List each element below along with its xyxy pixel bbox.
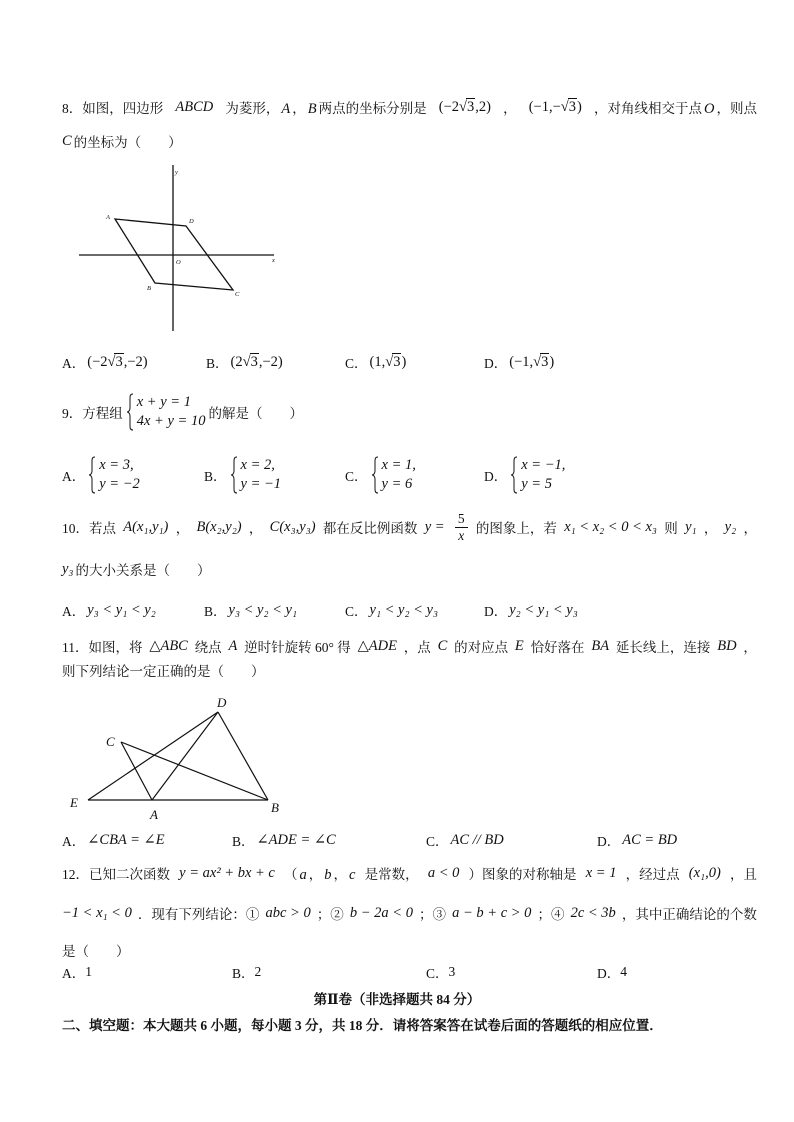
q9-option-d [484, 453, 568, 497]
q12-options [0, 962, 794, 982]
x-axis-label: x [272, 257, 275, 264]
q10-fraction [455, 511, 468, 544]
q10-y3: y₃ [62, 560, 74, 577]
q12-option-c [426, 962, 455, 982]
option-coordinates [509, 354, 554, 371]
q12-text: ；② [316, 907, 344, 922]
q8-text: ，对角线相交于点 [593, 100, 702, 116]
option-coordinates [370, 354, 407, 371]
q12-quadratic: y = ax² + bx + c [179, 864, 275, 881]
option-value: 2 [254, 964, 262, 979]
q8-math-a: A [281, 100, 291, 117]
q12-point-x1: (x₁,0) [688, 864, 721, 881]
q8-math-o: O [703, 100, 715, 117]
coord-prefix: (−1,√ [509, 353, 542, 370]
q10-option-a [62, 600, 158, 620]
q8-option-d [484, 352, 556, 372]
option-coordinates [87, 354, 147, 371]
q12-text: 是常数， [364, 867, 419, 882]
q11-text: 则下列结论一定正确的是（ ） [62, 664, 265, 679]
q12-coef-c: c [349, 866, 356, 883]
origin-label-o: O [176, 259, 181, 266]
q10-options [0, 600, 794, 620]
q9-option-a [62, 453, 143, 497]
q9-text: 9．方程组 [62, 406, 123, 421]
q12-text: 12．已知二次函数 [62, 867, 170, 882]
q10-y1: y₁ [685, 518, 697, 535]
q10-text: 则 [664, 521, 678, 536]
solution-rows [521, 456, 565, 494]
coord-suffix: ,−2) [258, 353, 283, 370]
option-solution-system [230, 456, 282, 494]
q11-text: 11．如图，将 [62, 640, 143, 655]
vertex-label-c: C [235, 291, 240, 298]
equation-rows [137, 393, 206, 431]
option-label: C． [345, 469, 368, 484]
q8-text-group [225, 97, 426, 118]
solution-y: y = −1 [240, 476, 282, 492]
q8-text: 为菱形， [225, 100, 280, 116]
vertex-label-c: C [106, 734, 115, 749]
q10-point-a: A(x₁,y₁) [123, 518, 169, 535]
option-value: 4 [620, 964, 627, 979]
q11-text: 恰好落在 [530, 640, 585, 655]
option-expression: y₃ < y₁ < y₂ [87, 601, 156, 618]
option-expression: ∠CBA = ∠E [87, 831, 165, 848]
section-instruction-text: 二、填空题：本大题共 6 小题，每小题 3 分，共 18 分．请将答案答在试卷后面的答题纸的相应位置． [62, 1018, 663, 1033]
q12-text: 是（ ） [62, 944, 130, 959]
option-value: 3 [448, 964, 456, 979]
option-label: A． [62, 604, 86, 619]
q10-option-b [204, 600, 299, 620]
option-solution-system [371, 456, 416, 494]
q8-rhombus-figure [70, 160, 285, 335]
segment-cb [121, 742, 268, 800]
section-title-text: 第Ⅱ卷（非选择题共 84 分） [313, 992, 481, 1007]
q9-option-b [204, 453, 284, 497]
left-brace-icon [230, 456, 238, 494]
q11-option-c [426, 830, 506, 850]
q11-text: 的对应点 [454, 640, 509, 655]
q12-coefficients-note [284, 863, 357, 884]
q11-triangle-abc: △ABC [149, 637, 188, 654]
option-expression: AC // BD [450, 831, 504, 848]
segment-ad [152, 712, 218, 800]
option-solution-system [88, 456, 140, 494]
q10-stem-line-1 [62, 507, 757, 547]
q8-math-b: B [307, 100, 317, 117]
q11-option-a [62, 830, 167, 850]
q11-option-d [597, 830, 679, 850]
option-label: A． [62, 966, 86, 981]
q11-point-e: E [514, 637, 524, 654]
solution-x: x = 3, [99, 457, 134, 473]
q10-point-c: C(x₃,y₃) [269, 518, 316, 535]
q12-conclusion-4: 2c < 3b [570, 904, 616, 921]
q11-stem-line-2 [62, 660, 265, 680]
vertex-label-a: A [150, 807, 158, 822]
sqrt-radicand: 3 [250, 353, 258, 370]
q12-text: ．现有下列结论：① [137, 907, 260, 922]
q10-option-d [484, 600, 580, 620]
q12-coef-b: b [324, 866, 332, 883]
q12-option-d [597, 962, 627, 982]
coord-prefix: (1,√ [369, 353, 394, 370]
q8-text: ，则点 [716, 100, 757, 116]
q10-option-c [345, 600, 440, 620]
option-label: D． [484, 604, 508, 619]
q12-condition-a: a < 0 [427, 864, 460, 881]
coord-prefix: (−2√ [87, 353, 116, 370]
q8-options [0, 352, 794, 372]
q11-option-b [232, 830, 338, 850]
option-value: 1 [85, 964, 92, 979]
sqrt-radicand: 3 [115, 353, 123, 370]
q12-conclusion-3: a − b + c > 0 [452, 904, 532, 921]
option-label: C． [426, 966, 449, 981]
q8-stem-line-1 [62, 97, 757, 117]
q12-text: ， [308, 866, 323, 882]
q11-text: 绕点 [194, 640, 222, 655]
left-brace-icon [126, 393, 134, 431]
option-label: D． [597, 834, 621, 849]
q11-text: 逆时针旋转 60° 得 [244, 640, 351, 655]
option-label: A． [62, 356, 86, 371]
q12-stem-line-3 [62, 940, 130, 960]
vertex-label-a: A [106, 214, 110, 221]
q11-triangle-ade: △ADE [357, 637, 397, 654]
fraction-numerator: 5 [455, 511, 468, 528]
solution-y: y = 6 [381, 476, 413, 492]
coord-prefix: (−1,−√ [528, 98, 569, 115]
q11-stem-line-1 [62, 636, 757, 656]
q12-text: ；④ [537, 907, 565, 922]
option-label: D． [484, 356, 508, 371]
segment-ed [88, 712, 218, 800]
q11-text: ，点 [403, 640, 431, 655]
option-label: C． [345, 356, 368, 371]
q8-stem-line-2 [62, 131, 182, 151]
left-brace-icon [371, 456, 379, 494]
q8-option-a [62, 352, 150, 372]
option-label: A． [62, 469, 86, 484]
option-expression: AC = BD [622, 831, 678, 848]
coord-prefix: (2√ [230, 353, 251, 370]
q11-point-c: C [437, 637, 448, 654]
option-label: B． [206, 356, 229, 371]
option-label: B． [232, 834, 255, 849]
option-solution-system [510, 456, 565, 494]
coord-prefix: (−2√ [438, 98, 467, 115]
option-expression: ∠ADE = ∠C [256, 831, 336, 848]
option-label: B． [232, 966, 255, 981]
vertex-label-d: D [189, 218, 194, 225]
solution-rows [382, 456, 416, 494]
q8-text: 的坐标为（ ） [73, 135, 182, 150]
sqrt-radicand: 3 [393, 353, 401, 370]
option-label: D． [484, 469, 508, 484]
left-brace-icon [88, 456, 96, 494]
q11-segment-ba: BA [591, 637, 610, 654]
q12-text: ）图象的对称轴是 [468, 867, 577, 882]
q12-text: ；③ [419, 907, 447, 922]
q11-options [0, 830, 794, 850]
q12-option-a [62, 962, 92, 982]
sqrt-radicand: 3 [541, 353, 549, 370]
option-expression: y₃ < y₂ < y₁ [228, 601, 298, 618]
segment-ca [121, 742, 152, 800]
sqrt-radicand: 3 [568, 98, 576, 115]
solution-x: x = −1, [521, 457, 566, 473]
coord-suffix: ) [401, 353, 407, 370]
vertex-label-d: D [217, 695, 227, 710]
option-label: A． [62, 834, 86, 849]
q9-equation-system [126, 393, 206, 431]
q11-rotation-figure [65, 690, 290, 825]
q9-options [0, 453, 794, 497]
option-label: D． [597, 966, 621, 981]
option-coordinates [231, 354, 283, 371]
coord-suffix: ) [577, 98, 582, 115]
q12-text: （ [284, 866, 298, 882]
y-axis-label: y [175, 169, 178, 176]
q12-stem-line-1 [62, 863, 757, 883]
option-expression: y₂ < y₁ < y₃ [509, 601, 578, 618]
q8-option-c [345, 352, 408, 372]
option-label: B． [204, 604, 227, 619]
q12-text: ，且 [729, 867, 757, 882]
segment-db [218, 712, 268, 800]
vertex-label-b: B [147, 285, 151, 292]
section-instruction [62, 1014, 663, 1034]
q8-text: 两点的坐标分别是 [318, 100, 427, 116]
q8-math-c: C [62, 132, 72, 149]
solution-x: x = 2, [240, 457, 275, 473]
q10-inequality: x₁ < x₂ < 0 < x₃ [564, 518, 657, 535]
solution-y: y = −2 [99, 476, 140, 492]
q12-option-b [232, 962, 261, 982]
q12-conclusion-1: abc > 0 [265, 904, 311, 921]
q12-axis-of-symmetry: x = 1 [585, 864, 617, 881]
fraction-denominator: x [458, 527, 465, 543]
sqrt-radicand: 3 [466, 98, 475, 115]
q12-text: ，经过点 [625, 867, 680, 882]
left-brace-icon [510, 456, 518, 494]
q11-segment-bd: BD [717, 637, 737, 654]
q10-text: ， [248, 521, 263, 536]
coord-suffix: ) [549, 353, 555, 370]
q8-point-b-coordinates [529, 99, 582, 116]
option-expression: y₁ < y₂ < y₃ [369, 601, 439, 618]
vertex-label-b: B [271, 800, 279, 815]
q12-x1-range: −1 < x₁ < 0 [62, 904, 132, 921]
vertex-label-e: E [70, 795, 78, 810]
equation-2: 4x + y = 10 [136, 413, 206, 429]
q8-text: 8．如图，四边形 [62, 101, 164, 116]
q12-stem-line-2 [62, 903, 757, 923]
q8-text: ， [292, 100, 306, 116]
q12-text: ，其中正确结论的个数 [621, 907, 757, 922]
solution-y: y = 5 [521, 476, 552, 492]
solution-rows [99, 456, 140, 494]
coord-suffix: ,2) [475, 98, 491, 115]
q10-text: 都在反比例函数 [322, 521, 418, 536]
q10-y2: y₂ [724, 518, 737, 535]
q10-text: ， [743, 521, 757, 536]
q10-function-lhs: y = [424, 518, 445, 535]
solution-x: x = 1, [381, 457, 416, 473]
q11-text: ， [743, 640, 757, 655]
q8-text: ， [503, 101, 517, 116]
q9-text: 的解是（ ） [208, 406, 303, 421]
q9-option-c [345, 453, 419, 497]
q8-point-a-coordinates [439, 99, 491, 116]
q12-conclusion-2: b − 2a < 0 [349, 904, 413, 921]
q8-option-b [206, 352, 285, 372]
option-label: C． [345, 604, 368, 619]
q10-point-b: B(x₂,y₂) [196, 518, 242, 535]
q10-text: 的大小关系是（ ） [75, 563, 211, 578]
q12-text: ， [333, 866, 348, 882]
q8-text-group [594, 97, 757, 118]
q11-point-a: A [228, 637, 238, 654]
solution-rows [241, 456, 282, 494]
q9-stem [62, 392, 303, 432]
q10-text: 10．若点 [62, 521, 116, 536]
section-title [0, 988, 794, 1008]
q10-text: ， [703, 521, 718, 536]
equation-1: x + y = 1 [136, 394, 191, 410]
option-label: C． [426, 834, 449, 849]
q10-text: 的图象上，若 [475, 521, 557, 536]
q10-text: ， [175, 521, 190, 536]
option-label: B． [204, 469, 227, 484]
q11-text: 延长线上，连接 [615, 640, 711, 655]
coord-suffix: ,−2) [123, 353, 148, 370]
q12-coef-a: a [299, 866, 307, 883]
q8-math-abcd: ABCD [175, 98, 214, 115]
q10-stem-line-2 [62, 559, 210, 579]
